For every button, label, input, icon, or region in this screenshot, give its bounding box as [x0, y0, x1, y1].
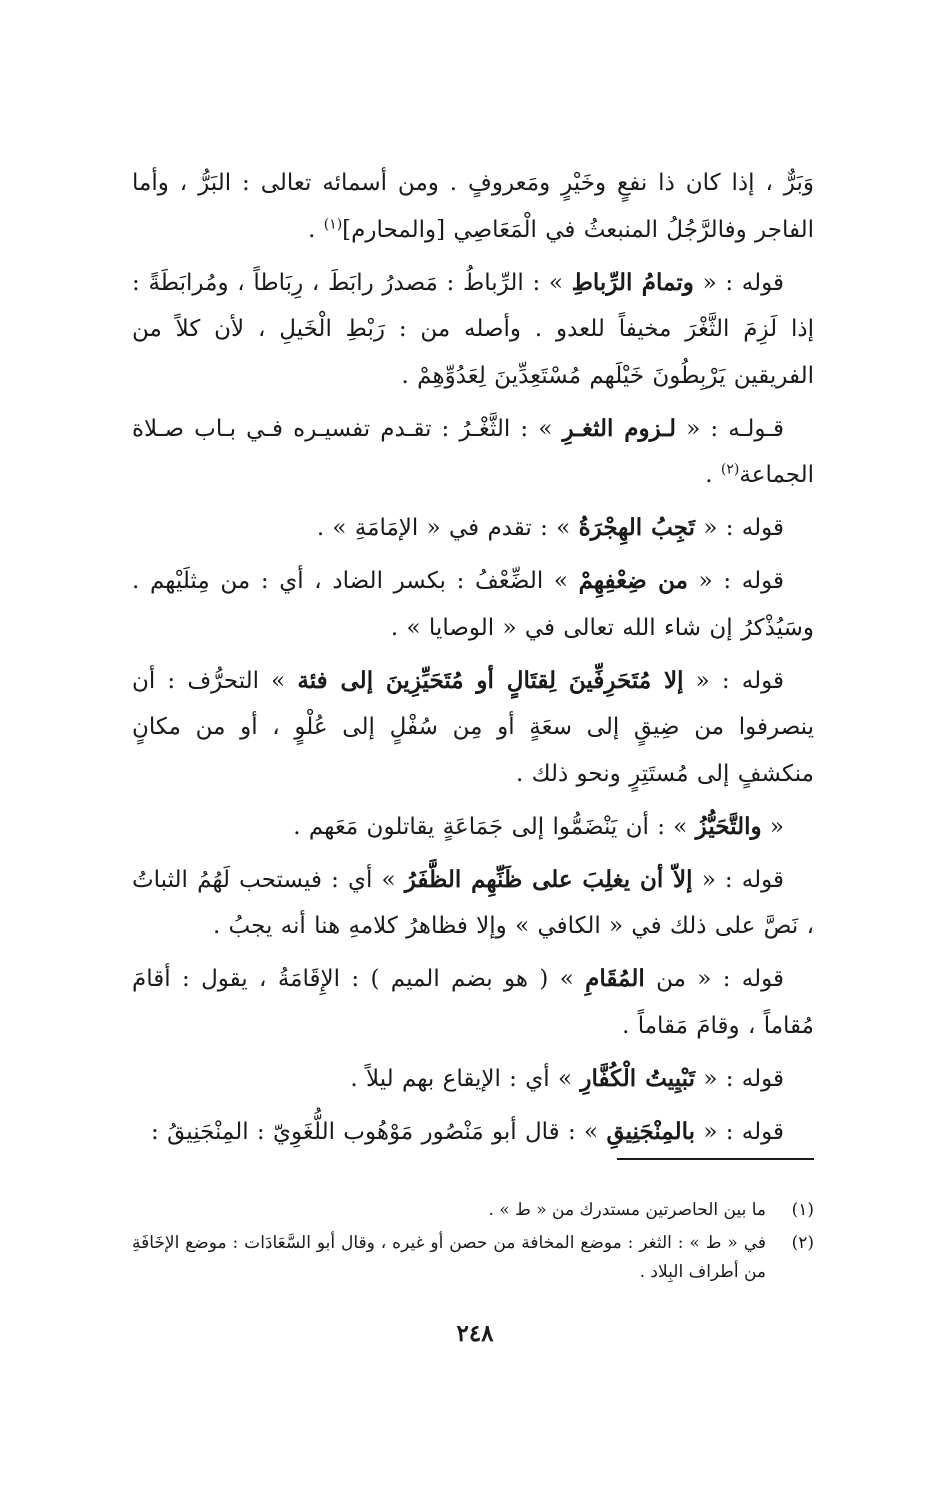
headword: وتمامُ الرِّباطِ: [571, 268, 694, 296]
text-run: قوله : «: [695, 1065, 784, 1092]
paragraph: [132, 406, 814, 499]
headword: والتَّحَيُّزُ: [695, 812, 762, 840]
footnote-text: في « ط » : الثغر : موضع المخافة من حصن أو غيره ، وقال أبو السَّعَادَات : موضع الإخَافَةِ من أطراف البِلاد .: [132, 1233, 766, 1282]
text-run: » : الرِّباطُ : مَصدرُ رابَطَ ، رِبَاطاً ، ومُرابَطَةً : إذا لَزِمَ الثَّغْرَ مخيفاً للعدو . وأصله من : رَبْطِ الْخَيلِ ، لأن كلاً من الفريقين يَرْبِطُونَ خَيْلَهم مُسْتَعِدِّينَ لِعَدُوِّهِمْ .: [132, 269, 814, 389]
text-run: وَبَرٌّ ، إذا كان ذا نفعٍ وخَيْرٍ ومَعروفٍ . ومن أسمائه تعالى : البَرُّ ، وأما الفاجر وفالرَّجُلُ المنبعثُ في الْمَعَاصِي [والمحارم]: [132, 170, 814, 243]
text-run: » : قال أبو مَنْصُور مَوْهُوب اللُّغَوِيّ : المِنْجَنِيقُ :: [151, 1118, 607, 1145]
paragraph: [132, 857, 814, 950]
footnote-ref: (١): [323, 215, 343, 232]
text-run: قوله : « من: [644, 966, 785, 992]
headword: تَجِبُ الهِجْرَةُ: [578, 514, 696, 541]
text-run: قوله : «: [693, 269, 784, 296]
text-run: قوله : «: [695, 1118, 784, 1145]
paragraph: [132, 1056, 814, 1103]
paragraph: [132, 804, 814, 851]
footnote-number: (١): [791, 1200, 814, 1220]
text-run: .: [705, 462, 721, 488]
page-number: ٢٤٨: [456, 1320, 494, 1347]
paragraph: [132, 956, 814, 1049]
footnote-text: ما بين الحاصرتين مستدرك من « ط » .: [488, 1200, 766, 1220]
text-run: قوله : «: [692, 866, 784, 893]
text-run: » أي : الإيقاع بهم ليلاً .: [350, 1065, 581, 1092]
footnotes: [132, 1196, 814, 1291]
footnote: [132, 1229, 814, 1287]
footnote-number: (٢): [791, 1233, 814, 1253]
footnote-ref: (٢): [720, 461, 740, 478]
text-run: «: [761, 813, 784, 840]
text-run: » الضِّعْفُ : بكسر الضاد ، أي : من مِثلَيْهم . وسَيُذْكرُ إن شاء الله تعالى في « الوصايا » .: [132, 568, 814, 641]
headword: إلا مُتَحَرِفِّينَ لِقتَالٍ أو مُتَحَيِّزِينَ إلى فئة: [297, 666, 684, 694]
paragraph: [132, 505, 814, 552]
paragraph: [132, 260, 814, 400]
text-run: » : الثَّغْـرُ : تقـدم تفسيـره فـي بـاب صـلاة الجماعة: [132, 415, 814, 488]
headword: إلاّ أن يغلِبَ على ظَنِّهِم الظَّفَرُ: [404, 865, 693, 893]
headword: بالمِنْجَنِيقِ: [606, 1117, 696, 1145]
headword: المُقَامِ: [585, 965, 645, 992]
paragraph: [132, 658, 814, 798]
footnote-separator: [617, 1158, 814, 1160]
body-text: [132, 160, 814, 1162]
headword: تَبْيِيتُ الْكُفَّارِ: [580, 1064, 696, 1092]
text-run: قـولـه : «: [676, 415, 784, 442]
footnote: [132, 1196, 814, 1225]
text-run: قوله : «: [695, 515, 784, 541]
text-run: .: [308, 216, 324, 243]
text-run: » : أن يَنْضَمُّوا إلى جَمَاعَةٍ يقاتلون مَعَهم .: [293, 813, 696, 840]
text-run: قوله : «: [687, 568, 784, 594]
paragraph: [132, 558, 814, 651]
text-run: » التحرُّف : أن ينصرفوا من ضِيقٍ إلى سعَةٍ أو مِن سُفْلٍ إلى عُلْوٍ ، أو من مكانٍ منكشفٍ إلى مُستَتِرٍ ونحو ذلك .: [132, 667, 814, 787]
paragraph: [132, 1109, 814, 1156]
text-run: » : تقدم في « الإمَامَةِ » .: [316, 515, 579, 541]
text-run: قوله : «: [683, 667, 784, 694]
text-run: » ( هو بضم الميم ) : الإِقَامَةُ ، يقول : أقامَ مُقاماً ، وقامَ مَقاماً .: [132, 966, 814, 1039]
headword: من ضِعْفِهِمْ: [578, 567, 688, 594]
paragraph: [132, 160, 814, 253]
headword: لـزوم الثغـرِ: [562, 414, 677, 442]
text-run: » أي : فيستحب لَهُمُ الثباتُ ، نَصَّ على ذلك في « الكافي » وإلا فظاهرُ كلامهِ هنا أنه يجبُ .: [132, 866, 814, 939]
